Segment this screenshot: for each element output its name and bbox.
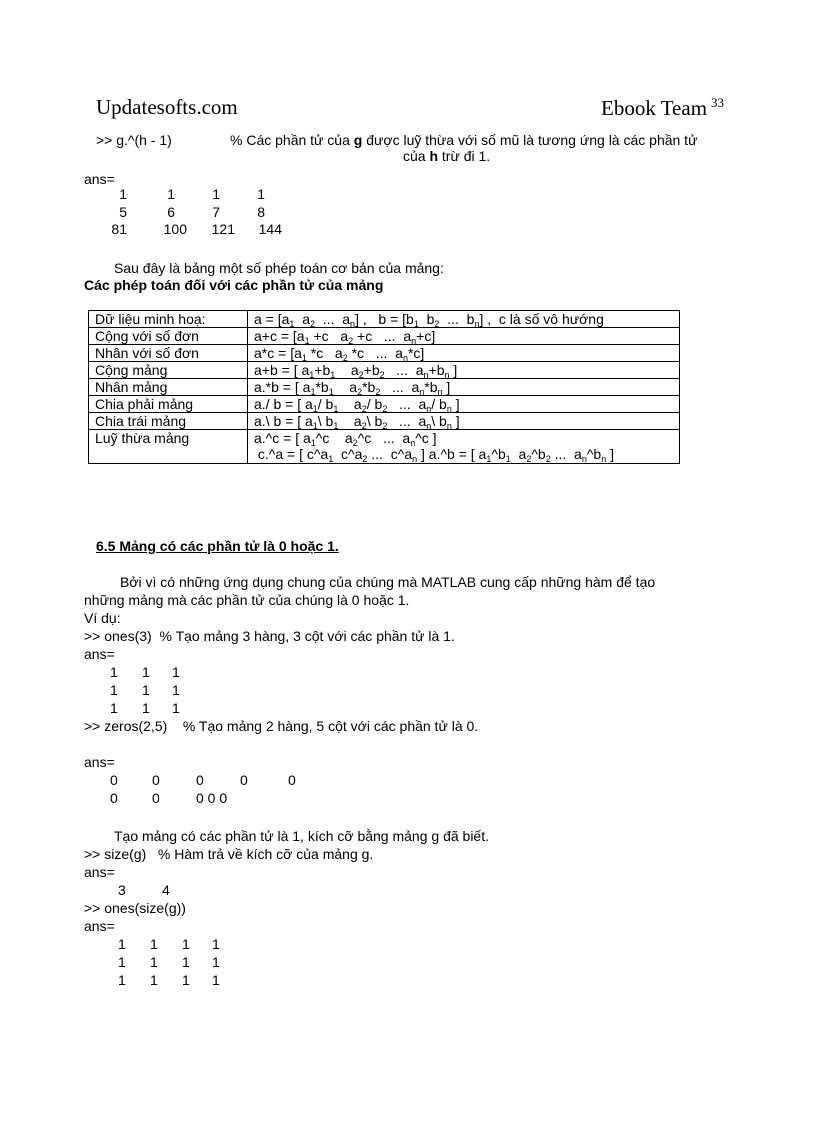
operations-table [88,310,680,464]
table-row [89,311,680,328]
table-label: Dữ liệu minh hoạ: [89,311,248,328]
page-number: 33 [711,95,725,110]
matrix-cell: 1 [212,186,220,202]
ans-label: ans= [84,864,115,880]
matrix-cell: 1 [110,700,118,716]
matrix-cell: 0 [152,772,160,788]
table-label: Cộng mảng [89,362,248,379]
matrix-cell: 1 [142,700,150,716]
table-row [89,413,680,430]
matrix-cell: 1 [172,664,180,680]
matrix-cell: 0 [110,772,118,788]
matrix-cell: 1 [150,972,158,988]
table-row [89,396,680,413]
matrix-cell: 1 [182,954,190,970]
matrix-cell: 0 [288,772,296,788]
ans-label: ans= [84,646,115,662]
table-label: Nhân mảng [89,379,248,396]
ans-label: ans= [84,754,115,770]
command-line: >> ones(size(g)) [84,900,186,916]
matrix-cell: 6 [167,204,175,220]
matrix-cell: 8 [257,204,265,220]
table-row [89,345,680,362]
table-label: Nhân với số đơn [89,345,248,362]
table-row [89,362,680,379]
matrix-cell: 1 [182,936,190,952]
matrix-cell: 1 [212,972,220,988]
matrix-cell: 1 [118,972,126,988]
header-site: Updatesofts.com [96,95,238,119]
matrix-cell: 1 [142,664,150,680]
table-label: Luỹ thừa mảng [89,430,248,464]
table-title: Các phép toán đối với các phần tử của mảng [84,277,384,293]
table-label: Chia trái mảng [89,413,248,430]
matrix-cell: 1 [150,954,158,970]
matrix-cell: 1 [167,186,175,202]
matrix-cell: 4 [162,882,170,898]
table-formula: a.^c = [ $a_1\^{}c$ $a_2\^{}c$ ... $a_n\^{}c$ ] c.^a = [ $c\^{}a_1$ $c\^{}a_2$ ... $c\^{}a_n$ ] a.^b = [ $a_1\^{}b_1$ $a_2\^{}b_2$ ... $a_n\^{}b_n$ ] [248,430,680,464]
section-heading: 6.5 Mảng có các phần tử là 0 hoặc 1. [96,538,339,554]
matrix-cell: 0 0 0 [196,790,228,806]
intro-text: Sau đây là bảng một số phép toán cơ bản của mảng: [114,260,444,276]
table-label: Cộng với số đơn [89,328,248,345]
matrix-cell: 1 [110,682,118,698]
command-line: >> zeros(2,5) % Tạo mảng 2 hàng, 5 cột với các phần tử là 0. [84,718,479,734]
command-line: >> ones(3) % Tạo mảng 3 hàng, 3 cột với các phần tử là 1. [84,628,455,644]
paragraph-line: Bởi vì có những ứng dụng chung của chúng mà MATLAB cung cấp những hàm để tạo [120,574,656,590]
matrix-cell: 1 [212,954,220,970]
matrix-cell: 1 [150,936,158,952]
matrix-cell: 0 [152,790,160,806]
table-row [89,430,680,464]
table-formula: a.\ b = [ $a_1\backslash$ $b_1$ $a_2\backslash$ $b_2$ ... $a_n\backslash$ $b_n$ ] [248,413,680,430]
matrix-cell: 1 [257,186,265,202]
matrix-cell: 1 [142,682,150,698]
comment-var-h: h [429,148,439,164]
table-formula: a.*b = [ $a_1*b_1$ $a_2*b_2$ ... $a_n*b_n$ ] [248,379,680,396]
comment-text: của [403,148,430,164]
comment-var-g: g [353,132,363,148]
matrix-cell: 1 [110,664,118,680]
table-formula: a./ b = [ $a_1/$ $b_1$ $a_2/$ $b_2$ ... $a_n/$ $b_n$ ] [248,396,680,413]
paragraph-line: Tạo mảng có các phần tử là 1, kích cỡ bằng mảng g đã biết. [114,828,489,844]
table-formula: $a = [a_1$ $a_2$ ... $a_n$] , $b = [b_1$ $b_2$ ... $b_n$] , c là số vô hướng [248,311,680,328]
comment-line [230,132,697,148]
ans-label: ans= [84,171,115,187]
matrix-cell: 1 [119,186,127,202]
command-line: >> size(g) % Hàm trả về kích cỡ của mảng g. [84,846,374,862]
paragraph-line: những mảng mà các phần tử của chúng là 0 hoặc 1. [84,592,410,608]
matrix-cell: 1 [172,700,180,716]
matrix-cell: 1 [118,954,126,970]
table-formula: $a*c = [a_1$ *c $a_2$ *c ... $a_n*c$] [248,345,680,362]
matrix-cell: 5 [119,204,127,220]
matrix-cell: 1 [182,972,190,988]
matrix-cell: 0 [196,772,204,788]
matrix-cell: 121 [211,221,235,237]
header-team-label: Ebook Team [601,96,708,120]
command-line: >> g.^(h - 1) [96,132,172,148]
matrix-cell: 7 [212,204,220,220]
matrix-cell: 1 [172,682,180,698]
comment-text: được luỹ thừa với số mũ là tương ứng là các phần tử [362,132,698,148]
table-formula: a+b = [ $a_1+b_1$ $a_2+b_2$ ... $a_n+b_n$ ] [248,362,680,379]
matrix-cell: 0 [110,790,118,806]
matrix-cell: 144 [258,221,282,237]
table-row [89,379,680,396]
matrix-cell: 1 [118,936,126,952]
header-team [601,95,724,121]
comment-line-2 [403,148,490,164]
example-label: Ví dụ: [84,610,121,626]
ans-label: ans= [84,918,115,934]
table-label: Chia phải mảng [89,396,248,413]
comment-text: % Các phần tử của [230,132,354,148]
comment-text: trừ đi 1. [438,148,491,164]
matrix-cell: 1 [212,936,220,952]
matrix-cell: 81 [111,221,127,237]
matrix-cell: 0 [240,772,248,788]
table-formula: $a+c = [a_1 +c$ $a_2 +c$ ... $a_n+c$] [248,328,680,345]
matrix-cell: 3 [118,882,126,898]
table-row [89,328,680,345]
matrix-cell: 100 [163,221,187,237]
